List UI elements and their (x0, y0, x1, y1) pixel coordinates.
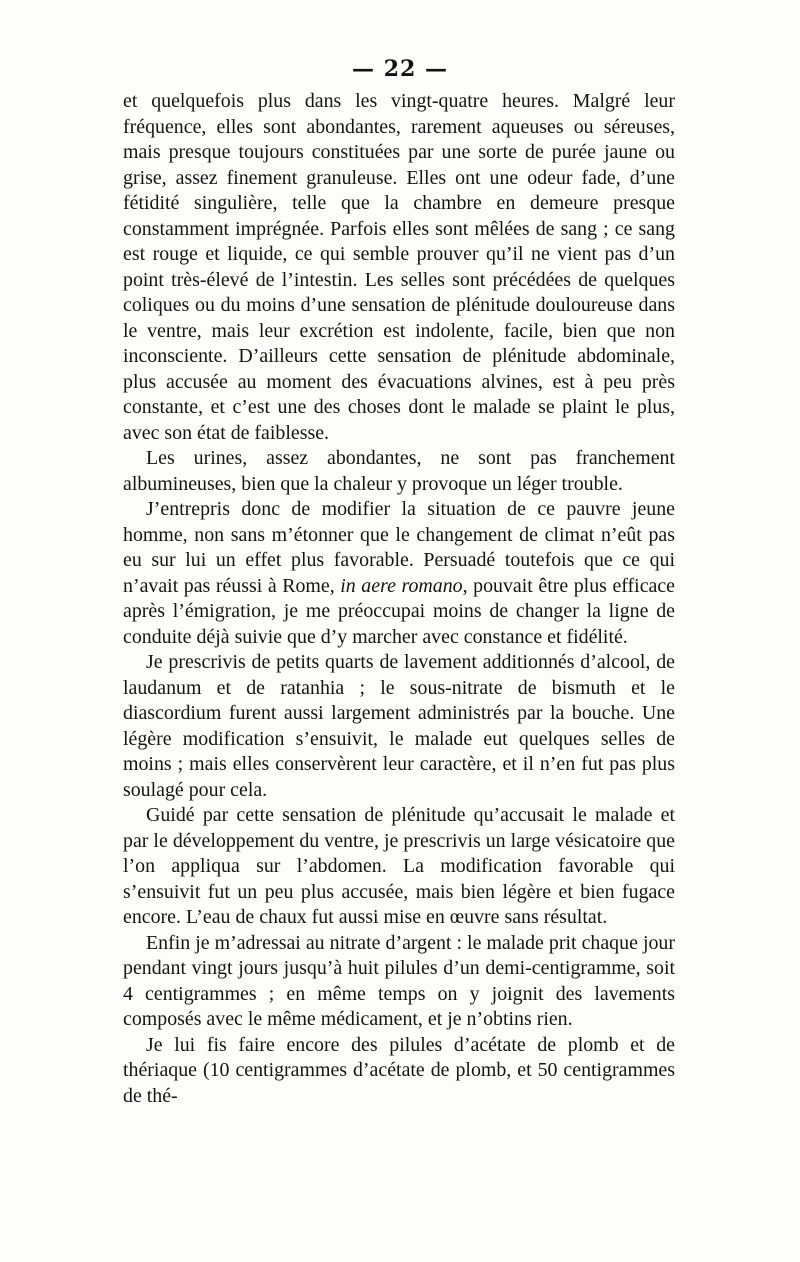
paragraph-7: Je lui fis faire encore des pilules d’acétate de plomb et de thériaque (10 centigrammes d’acétate de plomb, et 50 centigrammes de thé- (123, 1033, 675, 1107)
latin-phrase: in aere romano (340, 574, 463, 597)
paragraph-2: Les urines, assez abondantes, ne sont pas franchement albumineuses, bien que la chaleur y provoque un léger trouble. (123, 447, 675, 495)
paragraph-3-part-b: , pouvait être plus efficace après l’émigration, je me préoccupai moins de changer la ligne de conduite déjà suivie que d’y marcher avec constance et fidélité. (123, 574, 676, 648)
paragraph-6: Enfin je m’adressai au nitrate d’argent : le malade prit chaque jour pendant vingt jours jusqu’à huit pilules d’un demi-centigramme, soit 4 centigrammes ; en même temps on y joignit des lavements composés avec le même médicament, et je n’obtins rien. (123, 931, 675, 1030)
paragraph-5: Guidé par cette sensation de plénitude qu’accusait le malade et par le développement du ventre, je prescrivis un large vésicatoire que l’on appliqua sur l’abdomen. La modification favorable qui s’ensuivit fut un peu plus accusée, mais bien légère et bien fugace encore. L’eau de chaux fut aussi mise en œuvre sans résultat. (123, 804, 675, 928)
paragraph-3 (123, 497, 675, 650)
page-number: — 22 — (352, 56, 448, 82)
paragraph-3-part-a: J’entrepris donc de modifier la situation de ce pauvre jeune homme, non sans m’étonner que le changement de climat n’eût pas eu sur lui un effet plus favorable. Persuadé toutefois que ce qui n’avait pas réussi à Rome, (123, 498, 675, 597)
paragraph-4: Je prescrivis de petits quarts de lavement additionnés d’alcool, de laudanum et de ratanhia ; le sous-nitrate de bismuth et le diascordium furent aussi largement administrés par la bouche. Une légère modification s’ensuivit, le malade eut quelques selles de moins ; mais elles conservèrent leur caractère, et il n’en fut pas plus soulagé pour cela. (123, 651, 675, 801)
page-body (123, 89, 675, 1109)
paragraph-1: et quelquefois plus dans les vingt-quatre heures. Malgré leur fréquence, elles sont abondantes, rarement aqueuses ou séreuses, mais presque toujours constituées par une sorte de purée jaune ou grise, assez finement granuleuse. Elles ont une odeur fade, d’une fétidité singulière, telle que la chambre en demeure presque constamment imprégnée. Parfois elles sont mêlées de sang ; ce sang est rouge et liquide, ce qui semble prouver qu’il ne vient pas d’un point très-élevé de l’intestin. Les selles sont précédées de quelques coliques ou du moins d’une sensation de plénitude douloureuse dans le ventre, mais leur excrétion est indolente, facile, bien que non inconsciente. D’ailleurs cette sensation de plénitude abdominale, plus accusée au moment des évacuations alvines, est à peu près constante, et c’est une des choses dont le malade se plaint le plus, avec son état de faiblesse. (123, 90, 675, 444)
